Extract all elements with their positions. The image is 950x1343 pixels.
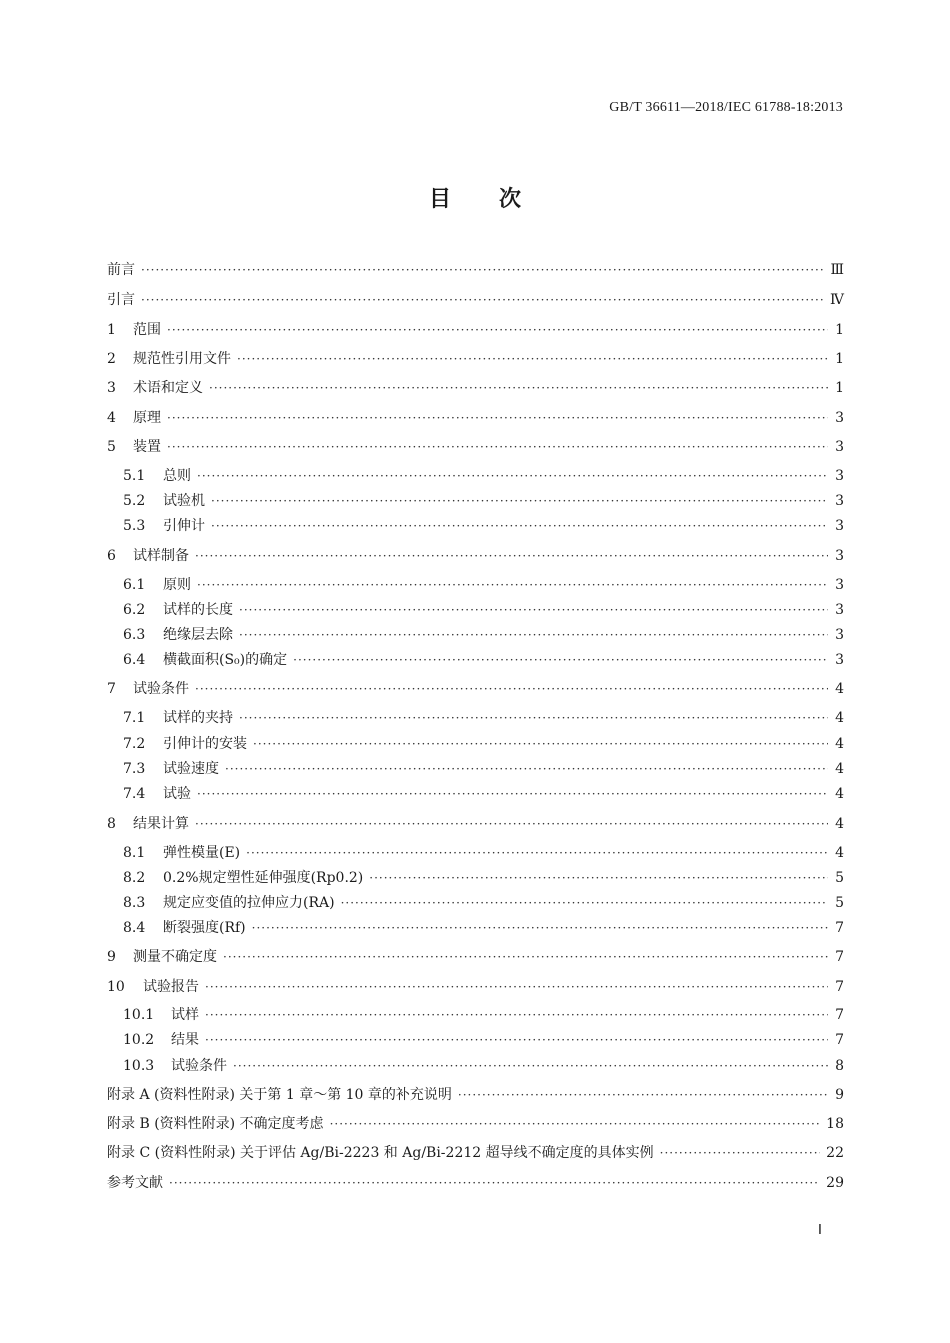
toc-entry-number: 5 (107, 439, 116, 455)
toc-entry-number: 7.3 (123, 761, 146, 777)
dot-leader (225, 758, 828, 780)
toc-entry-number: 9 (107, 949, 116, 965)
toc-entry[interactable] (107, 289, 844, 311)
toc-entry-title: 试验 (163, 786, 191, 802)
dot-leader (253, 733, 828, 755)
toc-entry-title: 试样 (171, 1007, 199, 1023)
toc-entry-title: 试验条件 (171, 1058, 227, 1074)
toc-entry[interactable] (107, 259, 844, 281)
toc-entry-number: 10 (107, 979, 125, 995)
dot-leader (195, 678, 828, 700)
toc-entry[interactable] (123, 758, 844, 780)
toc-entry[interactable] (123, 1004, 844, 1026)
toc-entry[interactable] (107, 407, 844, 429)
toc-entry-title: 横截面积(S₀)的确定 (163, 652, 288, 668)
toc-entry-number: 10.2 (123, 1032, 155, 1048)
toc-entry-page: 18 (826, 1116, 844, 1132)
toc-entry-title: 试验报告 (143, 979, 199, 995)
toc-entry-title: 断裂强度(Rf) (163, 920, 246, 936)
dot-leader (197, 465, 828, 487)
standard-code: GB/T 36611—2018/IEC 61788-18:2013 (609, 100, 843, 115)
toc-entry[interactable] (123, 842, 844, 864)
toc-entry-number: 6.4 (123, 652, 146, 668)
toc-entry-title: 术语和定义 (133, 380, 203, 396)
toc-entry-page: 7 (835, 1032, 844, 1048)
toc-entry-number: 8.4 (123, 920, 146, 936)
toc-entry-number: 5.2 (123, 493, 146, 509)
toc-entry-page: 7 (835, 979, 844, 995)
toc-entry[interactable] (123, 574, 844, 596)
toc-entry-number: 3 (107, 380, 116, 396)
dot-leader (167, 436, 828, 458)
toc-entry-number: 8.3 (123, 895, 146, 911)
toc-entry-page: 9 (835, 1087, 844, 1103)
toc-entry[interactable] (123, 733, 844, 755)
toc-entry-page: 8 (835, 1058, 844, 1074)
toc-entry[interactable] (107, 348, 844, 370)
toc-entry-page: 3 (835, 627, 844, 643)
toc-entry-page: 3 (835, 577, 844, 593)
toc-entry-title: 总则 (163, 468, 191, 484)
toc-entry[interactable] (107, 377, 844, 399)
toc-entry[interactable] (107, 545, 844, 567)
toc-entry-title: 附录 B (资料性附录) 不确定度考虑 (107, 1116, 324, 1132)
dot-leader (211, 490, 828, 512)
toc-entry[interactable] (123, 624, 844, 646)
toc-entry-number: 1 (107, 322, 116, 338)
toc-entry-page: 7 (835, 949, 844, 965)
toc-entry[interactable] (123, 599, 844, 621)
dot-leader (330, 1113, 821, 1135)
dot-leader (205, 976, 828, 998)
toc-entry-number: 7.2 (123, 736, 146, 752)
toc-entry-title: 附录 C (资料性附录) 关于评估 Ag/Bi-2223 和 Ag/Bi-2212 超导线不确定度的具体实例 (107, 1145, 654, 1161)
toc-entry-page: 4 (835, 710, 844, 726)
toc-entry-title: 引言 (107, 292, 135, 308)
toc-entry[interactable] (107, 1172, 844, 1194)
toc-entry-number: 7 (107, 681, 116, 697)
toc-entry-page: 1 (835, 380, 844, 396)
toc-entry-number: 8.1 (123, 845, 146, 861)
dot-leader (223, 946, 828, 968)
toc-entry-title: 原理 (133, 410, 161, 426)
dot-leader (252, 917, 828, 939)
toc-entry-title: 范围 (133, 322, 161, 338)
toc-entry-page: Ⅳ (830, 292, 844, 308)
dot-leader (169, 1172, 820, 1194)
page-title: 目次 (428, 187, 569, 212)
dot-leader (341, 892, 828, 914)
toc-entry-page: 3 (835, 410, 844, 426)
dot-leader (211, 515, 828, 537)
toc-entry-title: 0.2%规定塑性延伸强度(Rp0.2) (163, 870, 364, 886)
toc-entry-title: 原则 (163, 577, 191, 593)
dot-leader (233, 1055, 828, 1077)
page-number: Ⅰ (817, 1223, 822, 1238)
toc-entry-page: 4 (835, 816, 844, 832)
toc-entry[interactable] (107, 1113, 844, 1135)
toc-entry-number: 10.1 (123, 1007, 155, 1023)
toc-entry-title: 附录 A (资料性附录) 关于第 1 章～第 10 章的补充说明 (107, 1087, 452, 1103)
dot-leader (167, 407, 828, 429)
toc-entry-title: 试样的长度 (163, 602, 233, 618)
toc-entry-title: 结果计算 (133, 816, 189, 832)
toc-entry-page: 4 (835, 845, 844, 861)
toc-entry[interactable] (107, 946, 844, 968)
toc-entry-title: 规定应变值的拉伸应力(RA) (163, 895, 335, 911)
toc-entry-title: 试验速度 (163, 761, 219, 777)
toc-entry-page: 22 (826, 1145, 844, 1161)
toc-entry-page: 5 (835, 870, 844, 886)
toc-entry[interactable] (123, 892, 844, 914)
dot-leader (239, 624, 828, 646)
dot-leader (239, 707, 828, 729)
toc-entry-page: 3 (835, 548, 844, 564)
toc-entry-title: 规范性引用文件 (133, 351, 231, 367)
dot-leader (197, 783, 828, 805)
toc-entry-page: 5 (835, 895, 844, 911)
toc-entry-title: 弹性模量(E) (163, 845, 241, 861)
dot-leader (237, 348, 828, 370)
dot-leader (209, 377, 828, 399)
toc-entry-title: 参考文献 (107, 1175, 163, 1191)
dot-leader (660, 1142, 821, 1164)
toc-entry[interactable] (123, 1029, 844, 1051)
toc-entry-number: 7.4 (123, 786, 146, 802)
toc-entry-number: 5.3 (123, 518, 146, 534)
toc-entry-title: 测量不确定度 (133, 949, 217, 965)
toc-entry-title: 绝缘层去除 (163, 627, 233, 643)
toc-entry-page: 7 (835, 920, 844, 936)
dot-leader (195, 813, 828, 835)
toc-entry-page: 4 (835, 736, 844, 752)
toc-entry[interactable] (123, 490, 844, 512)
toc-entry-page: 3 (835, 602, 844, 618)
toc-entry-number: 8 (107, 816, 116, 832)
toc-entry-number: 4 (107, 410, 116, 426)
dot-leader (239, 599, 828, 621)
toc-entry-number: 6.3 (123, 627, 146, 643)
toc-entry-page: 3 (835, 493, 844, 509)
toc-entry[interactable] (123, 917, 844, 939)
toc-entry[interactable] (123, 1055, 844, 1077)
toc-entry[interactable] (107, 319, 844, 341)
toc-entry[interactable] (107, 436, 844, 458)
toc-entry-page: 1 (835, 351, 844, 367)
toc-entry[interactable] (123, 515, 844, 537)
toc-entry-page: 3 (835, 652, 844, 668)
toc-entry-title: 结果 (171, 1032, 199, 1048)
dot-leader (141, 289, 824, 311)
toc-entry[interactable] (123, 867, 844, 889)
toc-entry-title: 试样制备 (133, 548, 189, 564)
dot-leader (167, 319, 828, 341)
dot-leader (197, 574, 828, 596)
toc-entry[interactable] (107, 976, 844, 998)
toc-entry-page: 4 (835, 681, 844, 697)
dot-leader (369, 867, 828, 889)
dot-leader (205, 1004, 828, 1026)
toc-entry[interactable] (123, 783, 844, 805)
toc-entry-page: 4 (835, 786, 844, 802)
toc-entry-number: 6 (107, 548, 116, 564)
toc-entry-title: 试验机 (163, 493, 205, 509)
toc-entry[interactable] (123, 465, 844, 487)
toc-entry-title: 引伸计的安装 (163, 736, 247, 752)
toc-entry-number: 10.3 (123, 1058, 155, 1074)
toc-entry[interactable] (107, 1084, 844, 1106)
dot-leader (195, 545, 828, 567)
toc-entry-number: 7.1 (123, 710, 146, 726)
toc-entry-number: 5.1 (123, 468, 146, 484)
toc-entry-page: 3 (835, 518, 844, 534)
toc-entry[interactable] (123, 649, 844, 671)
toc-entry-number: 6.1 (123, 577, 146, 593)
toc-entry-page: 4 (835, 761, 844, 777)
toc-entry-page: 7 (835, 1007, 844, 1023)
toc-entry[interactable] (123, 707, 844, 729)
dot-leader (141, 259, 824, 281)
toc-entry-number: 2 (107, 351, 116, 367)
toc-entry-title: 引伸计 (163, 518, 205, 534)
toc-entry-number: 8.2 (123, 870, 146, 886)
toc-entry[interactable] (107, 678, 844, 700)
toc-entry-page: 29 (826, 1175, 844, 1191)
toc-entry-number: 6.2 (123, 602, 146, 618)
toc-entry[interactable] (107, 1142, 844, 1164)
toc-entry-page: Ⅲ (830, 262, 844, 278)
toc-entry-title: 试样的夹持 (163, 710, 233, 726)
dot-leader (205, 1029, 828, 1051)
toc-entry[interactable] (107, 813, 844, 835)
dot-leader (458, 1084, 828, 1106)
toc-entry-page: 1 (835, 322, 844, 338)
dot-leader (246, 842, 828, 864)
toc-entry-title: 装置 (133, 439, 161, 455)
dot-leader (293, 649, 828, 671)
toc-entry-title: 前言 (107, 262, 135, 278)
toc-entry-page: 3 (835, 439, 844, 455)
toc-entry-page: 3 (835, 468, 844, 484)
toc-entry-title: 试验条件 (133, 681, 189, 697)
